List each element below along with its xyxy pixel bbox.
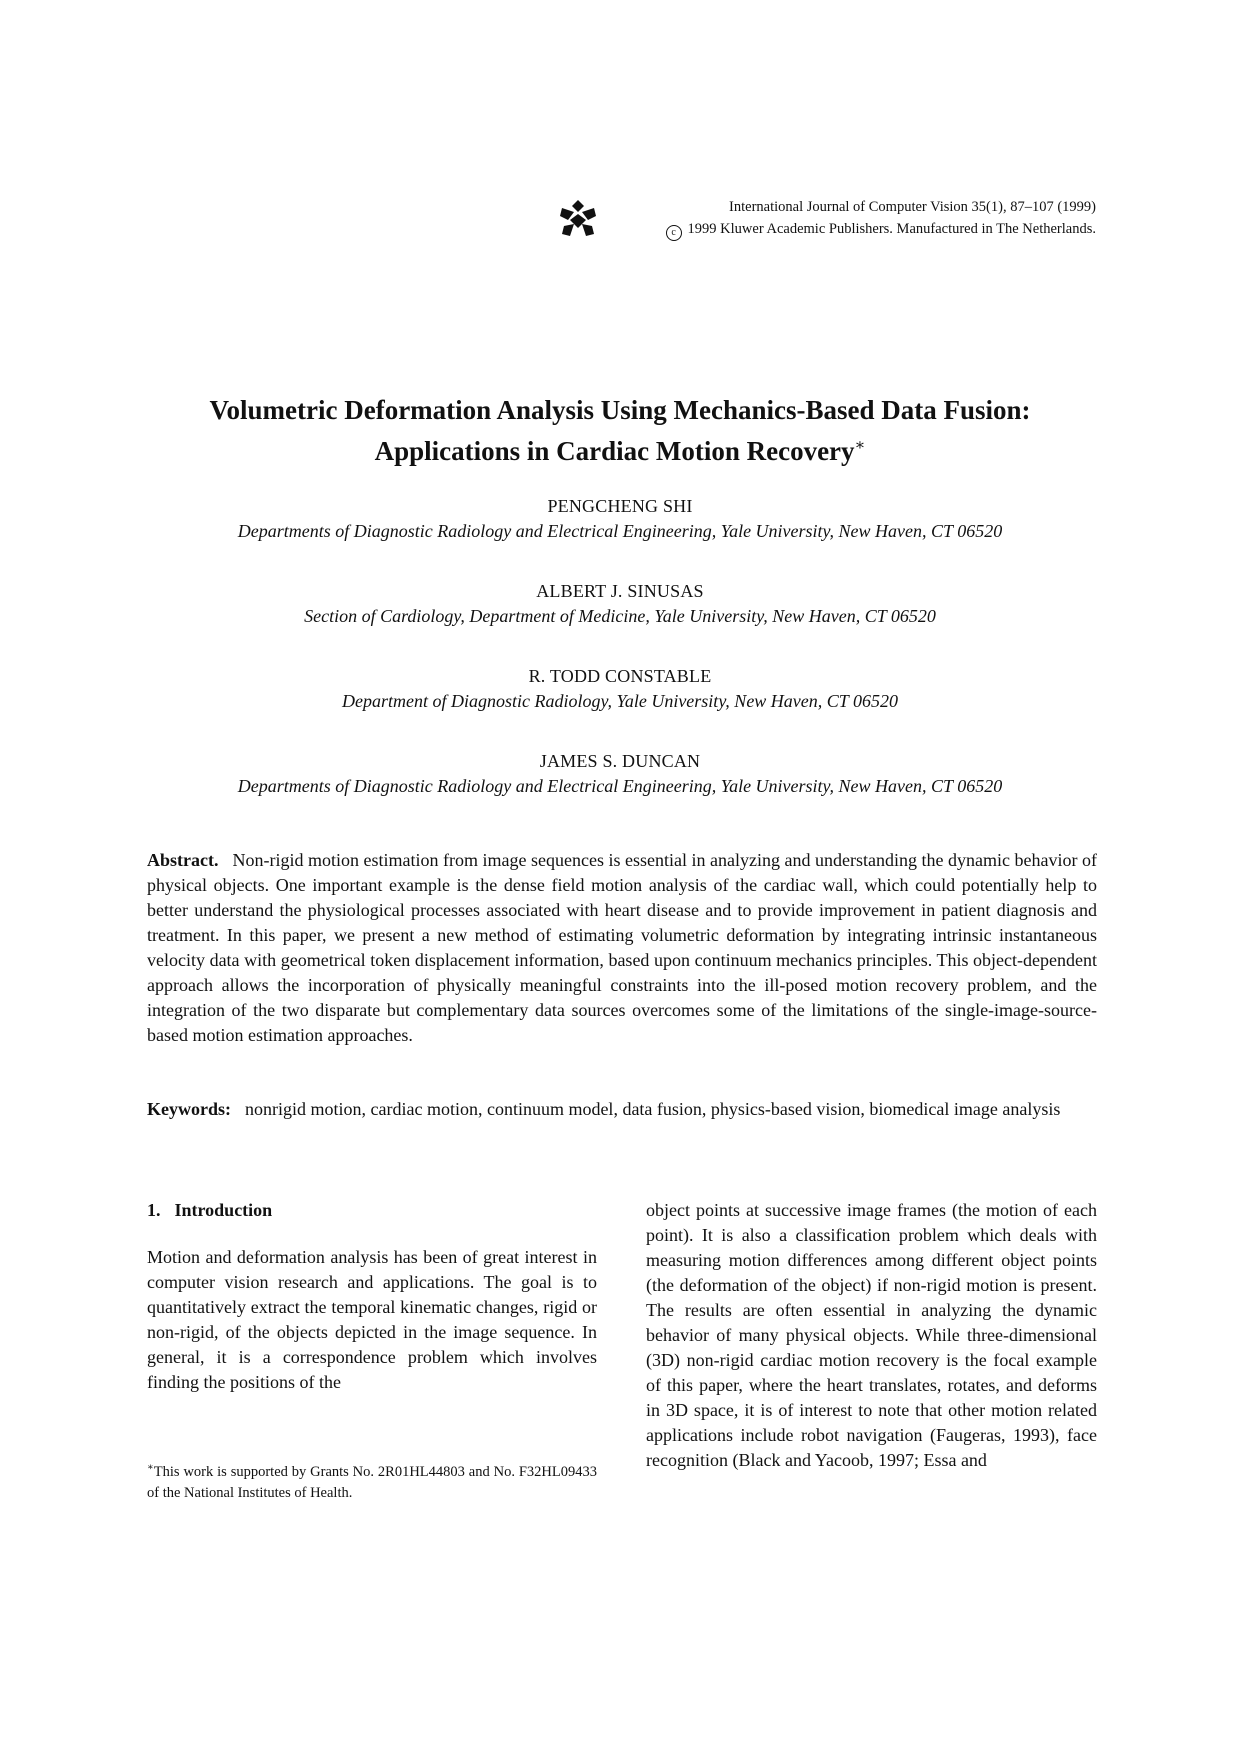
intro-paragraph-left: Motion and deformation analysis has been of great interest in computer vision research and applications. The goal is to quantitatively extract the temporal kinematic changes, rigid or non-rigid, of the objects depicted in the image sequence. In general, it is a correspondence problem which involves finding the positions of the [147,1247,597,1392]
abstract [147,848,1097,1048]
paper-title [0,393,1240,469]
section-heading [147,1198,597,1223]
footnote [147,1457,597,1504]
section-number: 1. [147,1200,161,1220]
intro-paragraph-right: object points at successive image frames (the motion of each point). It is also a classification problem which deals with measuring motion differences among different object points (the deformation of the object) if non-rigid motion is present. The results are often essential in analyzing the dynamic behavior of many physical objects. While three-dimensional (3D) non-rigid cardiac motion recovery is the focal example of this paper, where the heart translates, rotates, and deforms in 3D space, it is of interest to note that other motion related applications include robot navigation (Faugeras, 1993), face recognition (Black and Yacoob, 1997; Essa and [646,1200,1097,1470]
abstract-text: Non-rigid motion estimation from image sequences is essential in analyzing and understanding the dynamic behavior of physical objects. One important example is the dense field motion analysis of the cardiac wall, which could potentially help to better understand the physiological processes associated with heart disease and to provide improvement in patient diagnosis and treatment. In this paper, we present a new method of estimating volumetric deformation by integrating intrinsic instantaneous velocity data with geometrical token displacement information, based upon continuum mechanics principles. This object-dependent approach allows the incorporation of physically meaningful constraints into the ill-posed motion recovery problem, and the integration of the two disparate but complementary data sources overcomes some of the limitations of the single-image-source-based motion estimation approaches. [147,850,1097,1045]
author-name: PENGCHENG SHI [547,496,693,516]
author-block [0,664,1240,714]
journal-citation: International Journal of Computer Vision 35(1), 87–107 (1999) [729,199,1096,215]
copyright-line [666,218,1096,241]
author-block [0,494,1240,544]
copyright-text: 1999 Kluwer Academic Publishers. Manufactured in The Netherlands. [687,221,1096,237]
author-name: R. TODD CONSTABLE [528,666,712,686]
author-affiliation: Section of Cardiology, Department of Medicine, Yale University, New Haven, CT 06520 [304,606,936,626]
author-affiliation: Departments of Diagnostic Radiology and Electrical Engineering, Yale University, New Haven, CT 06520 [237,521,1003,541]
author-affiliation: Department of Diagnostic Radiology, Yale University, New Haven, CT 06520 [342,691,898,711]
author-name: JAMES S. DUNCAN [539,751,701,771]
keywords-label: Keywords: [147,1099,231,1119]
kluwer-logo-icon [560,198,596,240]
author-block [0,579,1240,629]
journal-header [560,196,1096,242]
copyright-symbol: c [666,225,682,241]
footnote-text: This work is supported by Grants No. 2R01HL44803 and No. F32HL09433 of the National Institutes of Health. [147,1463,597,1501]
title-line-1: Volumetric Deformation Analysis Using Mechanics-Based Data Fusion: [209,395,1031,425]
title-line-2: Applications in Cardiac Motion Recovery∗ [374,436,866,466]
title-footnote-mark: ∗ [854,437,866,454]
left-column [147,1198,597,1395]
right-column [646,1198,1097,1473]
footnote-mark: ∗ [147,1462,154,1473]
keywords-text: nonrigid motion, cardiac motion, continuum model, data fusion, physics-based vision, biomedical image analysis [245,1099,1061,1119]
keywords [147,1097,1097,1122]
author-name: ALBERT J. SINUSAS [536,581,704,601]
author-affiliation: Departments of Diagnostic Radiology and Electrical Engineering, Yale University, New Haven, CT 06520 [237,776,1003,796]
section-title: Introduction [174,1200,273,1220]
abstract-label: Abstract. [147,850,219,870]
author-block [0,749,1240,799]
